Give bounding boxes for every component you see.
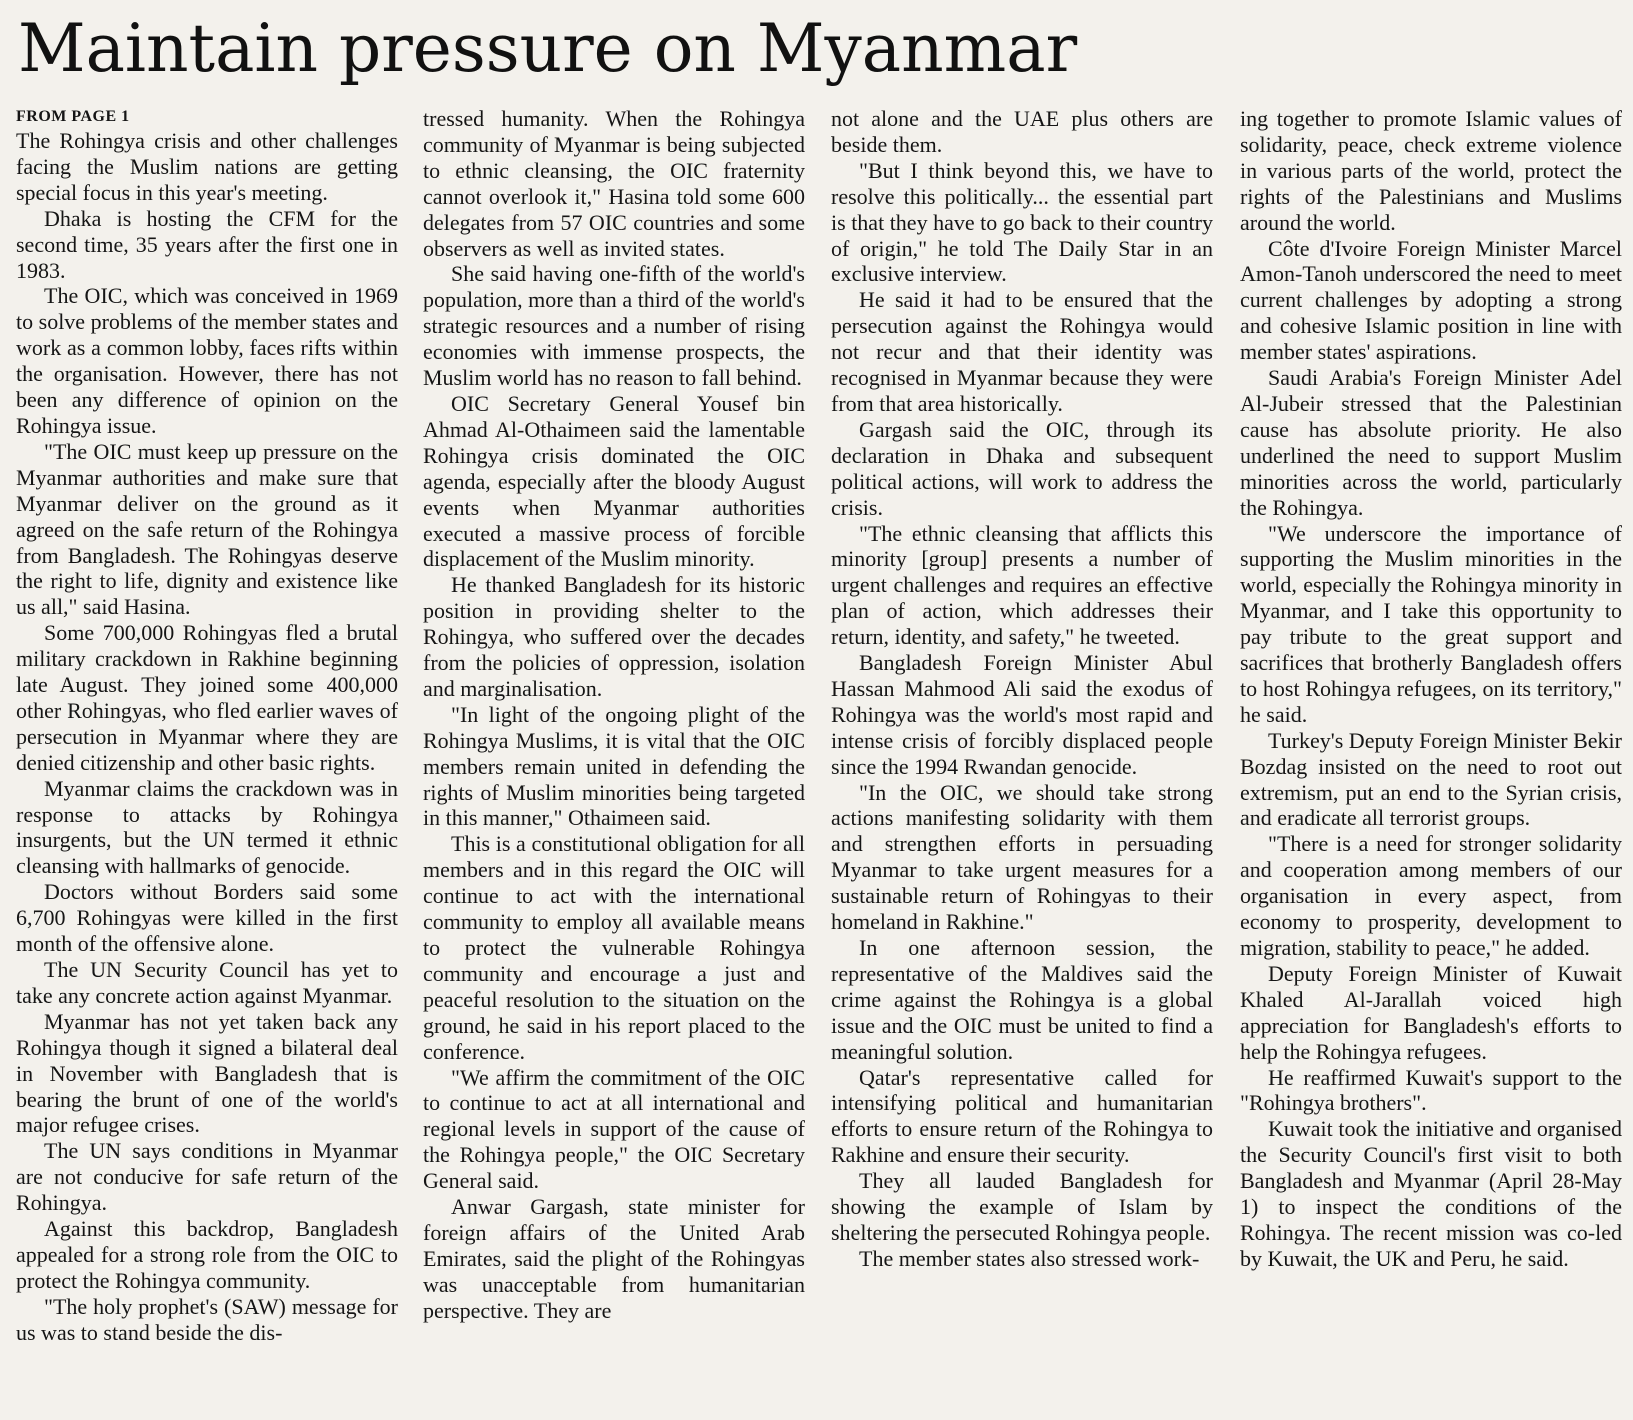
- paragraph: "The holy prophet's (SAW) message for us was to stand beside the dis-: [16, 1293, 398, 1345]
- paragraph: Bangladesh Foreign Minister Abul Hassan Mahmood Ali said the exodus of Rohingya was the world's most rapid and intense crisis of forcibly displaced people since the 1994 Rwandan genocide.: [831, 650, 1213, 779]
- paragraph: The Rohingya crisis and other challenges facing the Muslim nations are getting special focus in this year's meeting.: [16, 128, 398, 205]
- paragraph: Myanmar claims the crackdown was in response to attacks by Rohingya insurgents, but the UN termed it ethnic cleansing with hallmarks of genocide.: [16, 775, 398, 879]
- paragraph: "We underscore the importance of supporting the Muslim minorities in the world, especially the Rohingya minority in Myanmar, and I take this opportunity to pay tribute to the great support and sacrifices that brotherly Bangladesh offers to host Rohingya refugees, on its territory," he said.: [1240, 520, 1622, 727]
- paragraph: tressed humanity. When the Rohingya community of Myanmar is being subjected to ethnic cleansing, the OIC fraternity cannot overlook it," Hasina told some 600 delegates from 57 OIC countries and some observers as well as invited states.: [423, 106, 805, 261]
- paragraph: "In light of the ongoing plight of the Rohingya Muslims, it is vital that the OIC members remain united in defending the rights of Muslim minorities being targeted in this manner," Othaimeen said.: [423, 701, 805, 831]
- paragraph: Saudi Arabia's Foreign Minister Adel Al-Jubeir stressed that the Palestinian cause has absolute priority. He also underlined the need to support Muslim minorities across the world, particularly the Rohingya.: [1240, 365, 1622, 520]
- paragraph: OIC Secretary General Yousef bin Ahmad Al-Othaimeen said the lamentable Rohingya crisis dominated the OIC agenda, especially after the bloody August events when Myanmar authorities executed a massive process of forcible displacement of the Muslim minority.: [423, 390, 805, 572]
- paragraph: They all lauded Bangladesh for showing the example of Islam by sheltering the persecuted Rohingya people.: [831, 1168, 1213, 1245]
- paragraph: "In the OIC, we should take strong actions manifesting solidarity with them and strengthen efforts in persuading Myanmar to take urgent measures for a sustainable return of Rohingyas to their homeland in Rakhine.": [831, 779, 1213, 935]
- paragraph: The UN says conditions in Myanmar are not conducive for safe return of the Rohingya.: [16, 1138, 398, 1216]
- paragraph: "But I think beyond this, we have to resolve this politically... the essential part is that they have to go back to their country of origin," he told The Daily Star in an exclusive interview.: [831, 157, 1213, 287]
- paragraph: "The OIC must keep up pressure on the Myanmar authorities and make sure that Myanmar deliver on the ground as it agreed on the safe return of the Rohingya from Bangladesh. The Rohingyas deserve the right to life, dignity and existence like us all," said Hasina.: [16, 438, 398, 620]
- continued-from-label: FROM PAGE 1: [16, 108, 130, 125]
- paragraph: In one afternoon session, the representative of the Maldives said the crime against the Rohingya is a global issue and the OIC must be united to find a meaningful solution.: [831, 935, 1213, 1064]
- paragraph: He said it had to be ensured that the persecution against the Rohingya would not recur and that their identity was recognised in Myanmar because they were from that area historically.: [831, 287, 1213, 416]
- article-column-3: [831, 106, 1213, 1410]
- paragraph: She said having one-fifth of the world's population, more than a third of the world's strategic resources and a number of rising economies with immense prospects, the Muslim world has no reason to fall behind.: [423, 261, 805, 391]
- paragraph: ing together to promote Islamic values of solidarity, peace, check extreme violence in various parts of the world, protect the rights of the Palestinians and Muslims around the world.: [1240, 106, 1622, 235]
- paragraph: The member states also stressed work-: [859, 1245, 1200, 1271]
- paragraph: Turkey's Deputy Foreign Minister Bekir Bozdag insisted on the need to root out extremism, put an end to the Syrian crisis, and eradicate all terrorist groups.: [1240, 727, 1622, 831]
- article-headline: Maintain pressure on Myanmar: [18, 10, 1078, 87]
- paragraph: Qatar's representative called for intensifying political and humanitarian efforts to ensure return of the Rohingya to Rakhine and ensure their security.: [831, 1064, 1213, 1168]
- paragraph: Myanmar has not yet taken back any Rohingya though it signed a bilateral deal in November with Bangladesh that is bearing the brunt of one of the world's major refugee crises.: [16, 1008, 398, 1138]
- paragraph: Dhaka is hosting the CFM for the second time, 35 years after the first one in 1983.: [16, 205, 398, 283]
- article-column-4: [1240, 106, 1622, 1410]
- paragraph: Some 700,000 Rohingyas fled a brutal military crackdown in Rakhine beginning late August. They joined some 400,000 other Rohingyas, who fled earlier waves of persecution in Myanmar where they are denied citizenship and other basic rights.: [16, 620, 398, 775]
- paragraph: This is a constitutional obligation for all members and in this regard the OIC will continue to act with the international community to employ all available means to protect the vulnerable Rohingya community and encourage a just and peaceful resolution to the situation on the ground, he said in his report placed to the conference.: [423, 831, 805, 1064]
- paragraph: "There is a need for stronger solidarity and cooperation among members of our organisation in every aspect, from economy to prosperity, development to migration, stability to peace," he added.: [1240, 831, 1622, 960]
- paragraph: "We affirm the commitment of the OIC to continue to act at all international and regional levels in support of the cause of the Rohingya people," the OIC Secretary General said.: [423, 1064, 805, 1194]
- article-column-1: [16, 106, 398, 1410]
- paragraph: Anwar Gargash, state minister for foreign affairs of the United Arab Emirates, said the plight of the Rohingyas was unacceptable from humanitarian perspective. They are: [423, 1194, 805, 1323]
- paragraph: not alone and the UAE plus others are beside them.: [831, 106, 1213, 157]
- paragraph: The OIC, which was conceived in 1969 to solve problems of the member states and work as a common lobby, faces rifts within the organisation. However, there has not been any difference of opinion on the Rohingya issue.: [16, 283, 398, 438]
- article-column-2: [423, 106, 805, 1410]
- paragraph: He reaffirmed Kuwait's support to the "Rohingya brothers".: [1240, 1064, 1622, 1116]
- paragraph: Deputy Foreign Minister of Kuwait Khaled Al-Jarallah voiced high appreciation for Bangladesh's efforts to help the Rohingya refugees.: [1240, 960, 1622, 1064]
- paragraph: "The ethnic cleansing that afflicts this minority [group] presents a number of urgent challenges and requires an effective plan of action, which addresses their return, identity, and safety," he tweeted.: [831, 520, 1213, 650]
- paragraph: Côte d'Ivoire Foreign Minister Marcel Amon-Tanoh underscored the need to meet current challenges by adopting a strong and cohesive Islamic position in line with member states' aspirations.: [1240, 235, 1622, 365]
- paragraph: Kuwait took the initiative and organised the Security Council's first visit to both Bangladesh and Myanmar (April 28-May 1) to inspect the conditions of the Rohingya. The recent mission was co-led by Kuwait, the UK and Peru, he said.: [1240, 1116, 1622, 1271]
- paragraph: Gargash said the OIC, through its declaration in Dhaka and subsequent political actions, will work to address the crisis.: [831, 416, 1213, 520]
- paragraph: He thanked Bangladesh for its historic position in providing shelter to the Rohingya, who suffered over the decades from the policies of oppression, isolation and marginalisation.: [423, 572, 805, 701]
- paragraph: The UN Security Council has yet to take any concrete action against Myanmar.: [16, 957, 398, 1008]
- paragraph: Against this backdrop, Bangladesh appealed for a strong role from the OIC to protect the Rohingya community.: [16, 1216, 398, 1293]
- paragraph: Doctors without Borders said some 6,700 Rohingyas were killed in the first month of the offensive alone.: [16, 879, 398, 957]
